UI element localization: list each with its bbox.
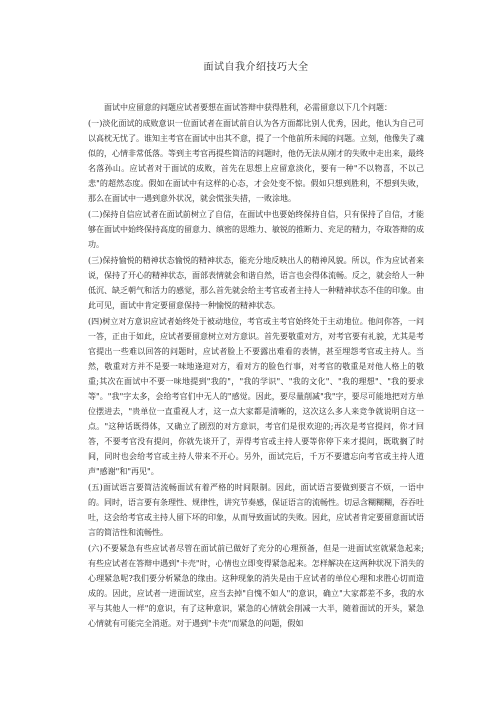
- section-paragraph: (二)保持自信应试者在面试前树立了自信，在面试中也要始终保持自信，只有保持了自信，才能够在面试中始终保持高度的留意力、缜密的思维力、敏锐的推断力、充足的精力，夺取答辩的成功。: [88, 210, 424, 249]
- intro-paragraph: 面试中应留意的问题应试者要想在面试答辩中获得胜利，必需留意以下几个问题：: [104, 103, 392, 112]
- section-paragraph: (三)保持愉悦的精神状态愉悦的精神状态，能充分地反映出人的精神风貌。所以，作为应试者来说，保持了开心的精神状态，面部表情就会和谐自然，语言也会得体流畅。反之，就会给人一种低沉、缺乏朝气和活力的感觉，那么首先就会给主考官或者主持人一种精神状态不佳的印象。由此可见，面试中肯定要留意保持一种愉悦的精神状态。: [88, 256, 424, 310]
- section-1: [88, 116, 424, 206]
- section-paragraph: (五)面试语言要简洁流畅面试有着严格的时间限制。因此，面试语言要做到要言不烦，一语中的。同时，语言要有条理性、规律性，讲究节奏感，保证语言的流畅性。切忌含糊糊糊，吞吞吐吐，这会给考官或主持人留下坏的印象，从而导致面试的失败。因此，应试者肯定要留意面试语言的简洁性和流畅性。: [88, 483, 424, 537]
- section-4: [88, 314, 424, 479]
- section-paragraph: (四)树立对方意识应试者始终处于被动地位，考官或主考官始终处于主动地位。他问你答，一问一答，正由于如此，应试者要留意树立对方意识。首先要敬重对方，对考官要有礼貌，尤其是考官提出一些难以回答的问题时，应试者脸上不要露出难看的表情，甚至埋怨考官或主持人。当然，敬重对方并不是要一味地逢迎对方，看对方的脸色行事，对考官的敬重是对他人格上的敬重;其次在面试中不要一味地提到"我的"，"我的学识"、"我的文化"、"我的理想"、"我的要求等"。"我"字太多，会给考官们中无人的"感觉。因此，要尽量削减"我"字，要尽可能地把对方单位摆进去，"贵单位一直重视人才，这一点大家都是清晰的，这次这么多人来竞争就说明自这一点。"这种话既得体，又确立了剧烈的对方意识，考官们是很欢迎的;再次是考官提问，你才回答，不要考官没有提问，你就先谈开了，弄得考官或主持人要等你停下来才提问，既耽搁了时间，同时也会给考官或主持人带来不开心。另外，面试完后，千万不要遗忘向考官或主持人道声"感谢"和"再见"。: [88, 317, 424, 476]
- page-title: 面试自我介绍技巧大全: [203, 62, 309, 73]
- section-6: [88, 541, 424, 631]
- section-3: [88, 253, 424, 313]
- section-2: [88, 207, 424, 252]
- section-paragraph: (六)不要紧急有些应试者尽管在面试前已做好了充分的心理预备，但是一进面试室就紧急起来;有些应试者在答辩中遇到"卡壳"时，心情也立即变得紧急起来。怎样解决在这两种状况下消失的心理紧急呢?我们要分析紧急的缘由。这种现象的消失是由于应试者的单位心理和求胜心切而造成的。因此，应试者一进面试室，应当去掉"自愧不如人"的意识，确立"大家都差不多，我的水平与其他人一样"的意识，有了这种意识，紧急的心情就会削减一大半，随着面试的开头，紧急心情就有可能完全消逝。对于遇到"卡壳"而紧急的问题，假如: [88, 544, 424, 628]
- section-5: [88, 480, 424, 540]
- section-paragraph: (一)淡化面试的成败意识一位面试者在面试前自认为各方面都比别人优秀，因此，他认为自己可以高枕无忧了。谁知主考官在面试中出其不意，提了一个他前所未闻的问题。立刻，他像失了魂似的，心情非常低落。等到主考官再提些简洁的问题时，他仍无法从刚才的失败中走出来，最终名落孙山。应试者对于面试的成败，首先在思想上应留意淡化，要有一种"不以物喜，不以己悲"的超然态度。假如在面试中有这样的心态，才会处变不惊。假如只想到胜利，不想到失败，那么在面试中一遇到意外状况，就会慌张失措，一败涂地。: [88, 119, 424, 203]
